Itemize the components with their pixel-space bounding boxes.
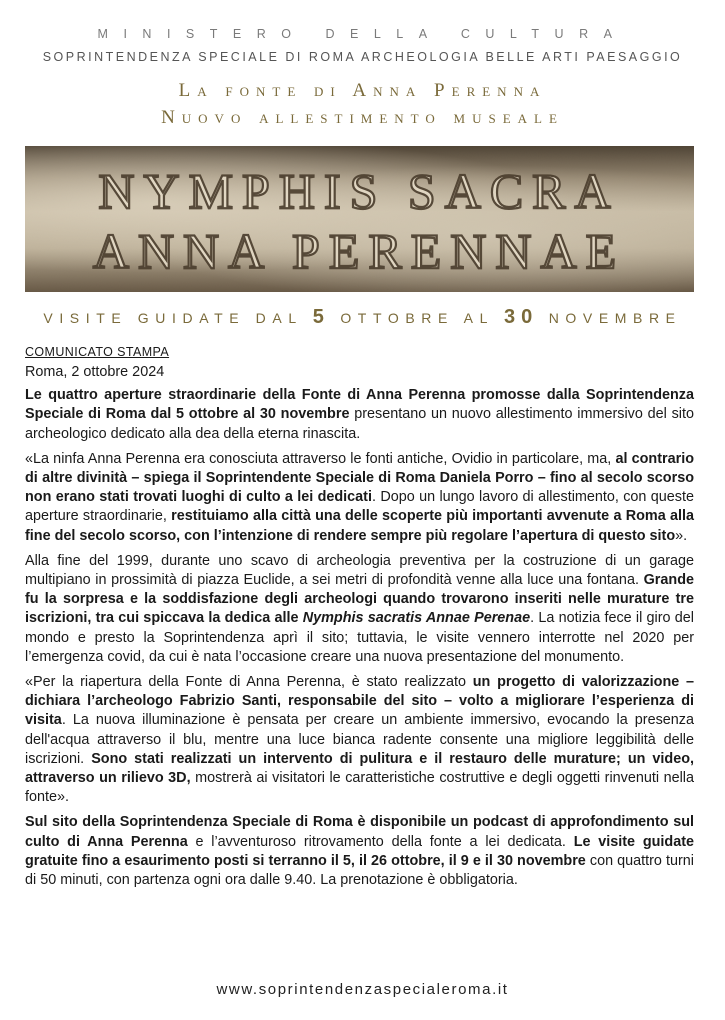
paragraph-5 [25, 813, 694, 890]
p4-bold-1: un progetto di valorizzazione – dichiara l’archeologo Fabrizio Santi, responsabile del sito – volto a migliorare l’esperienza di visita [25, 674, 694, 729]
p5-text-1: e l’avventuroso ritrovamento della fonte a lei dedicata. [187, 833, 574, 850]
banner-prefix: VISITE GUIDATE DAL [43, 310, 313, 326]
p5-bold-1: Sul sito della Soprintendenza Speciale di Roma è disponibile un podcast di approfondimento sul culto di Anna Perenna [25, 814, 694, 850]
paragraph-3 [25, 552, 694, 667]
p2-bold-2: restituiamo alla città una delle scoperte più importanti avvenute a Roma alla fine del secolo scorso, con l’intenzione di rendere sempre più regolare l’apertura di questo sito [25, 508, 694, 544]
p1-text-1: presentano un nuovo allestimento immersivo del sito archeologico dedicato alla dea della eterna rinascita. [25, 406, 694, 442]
p5-bold-2: Le visite guidate gratuite fino a esaurimento posti si terranno il 5, il 26 ottobre, il 9 e il 30 novembre [25, 833, 694, 869]
p3-latin-dedication: Nymphis sacratis Annae Perenae [302, 610, 531, 627]
paragraph-1 [25, 386, 694, 444]
visits-banner [0, 306, 725, 329]
superintendency-name: SOPRINTENDENZA SPECIALE DI ROMA ARCHEOLOGIA BELLE ARTI PAESAGGIO [42, 50, 683, 64]
p3-text-1: Alla fine del 1999, durante uno scavo di archeologia preventiva per la costruzione di un garage multipiano in prossimità di piazza Euclide, a sei metri di profondità venne alla luce una fontana. [25, 552, 694, 589]
press-release-body [25, 345, 694, 896]
inscription-photo [25, 146, 694, 292]
p4-text-2: . La nuova illuminazione è pensata per creare un ambiente immersivo, evocando la presenza dell'acqua attraverso il blu, mentre una luce bianca radente consente una migliore leggibilità delle iscrizioni. [25, 712, 694, 767]
p1-bold-1: Le quattro aperture straordinarie della Fonte di Anna Perenna promosse dalla Soprintendenza Speciale di Roma dal 5 ottobre al 30 novembre [25, 387, 694, 423]
press-release-label: COMUNICATO STAMPA [25, 345, 170, 359]
p4-bold-2: Sono stati realizzati un intervento di pulitura e il restauro delle murature; un video, attraverso un rilievo 3D, [25, 750, 695, 787]
document-title: La fonte di Anna Perenna [178, 80, 547, 101]
p3-text-2: . La notizia fece il giro del mondo e presto la Soprintendenza aprì il sito; tuttavia, le visite vennero interrotte nel 2020 per l’emergenza covid, da cui è nata l’occasione creare una nuova presentazione del monumento. [25, 610, 695, 665]
p5-text-2: con quattro turni di 50 minuti, con partenza ogni ora dalle 9.40. La prenotazione è obbligatoria. [25, 852, 694, 889]
inscription-stone-svg [25, 146, 694, 292]
banner-suffix: NOVEMBRE [538, 310, 682, 326]
ministry-name: MINISTERO DELLA CULTURA [97, 27, 628, 41]
p2-text-3: ». [675, 527, 688, 544]
release-date: Roma, 2 ottobre 2024 [25, 364, 165, 380]
inscription-line-2: ANNA PERENNAE [92, 223, 626, 279]
paragraph-2 [25, 450, 694, 546]
p4-text-1: «Per la riapertura della Fonte di Anna Perenna, è stato realizzato [25, 674, 473, 691]
paragraph-4 [25, 673, 694, 807]
banner-day-start: 5 [312, 306, 330, 328]
banner-middle: OTTOBRE AL [329, 310, 504, 326]
banner-day-end: 30 [503, 306, 539, 328]
p2-text-1: «La ninfa Anna Perenna era conosciuta attraverso le fonti antiche, Ovidio in particolare, ma, [25, 450, 616, 467]
inscription-line-1: NYMPHIS SACRA [98, 163, 620, 219]
website-link[interactable]: www.soprintendenzaspecialeroma.it [216, 981, 509, 998]
p3-bold-1: Grande fu la sorpresa e la soddisfazione degli archeologi quando trovarono inseriti nelle murature tre iscrizioni, tra cui spiccava la dedica alle [25, 572, 694, 627]
document-subtitle: Nuovo allestimento museale [161, 107, 564, 128]
p2-bold-1: al contrario di altre divinità – spiega il Soprintendente Speciale di Roma Daniela Porro – fino al secolo scorso non erano stati trovati luoghi di culto a lei dedicati [25, 450, 694, 506]
p2-text-2: . Dopo un lungo lavoro di allestimento, con queste aperture straordinarie, [25, 489, 694, 525]
p4-text-3: mostrerà ai visitatori le caratteristiche costruttive e degli oggetti rinvenuti nella fonte». [25, 770, 694, 806]
